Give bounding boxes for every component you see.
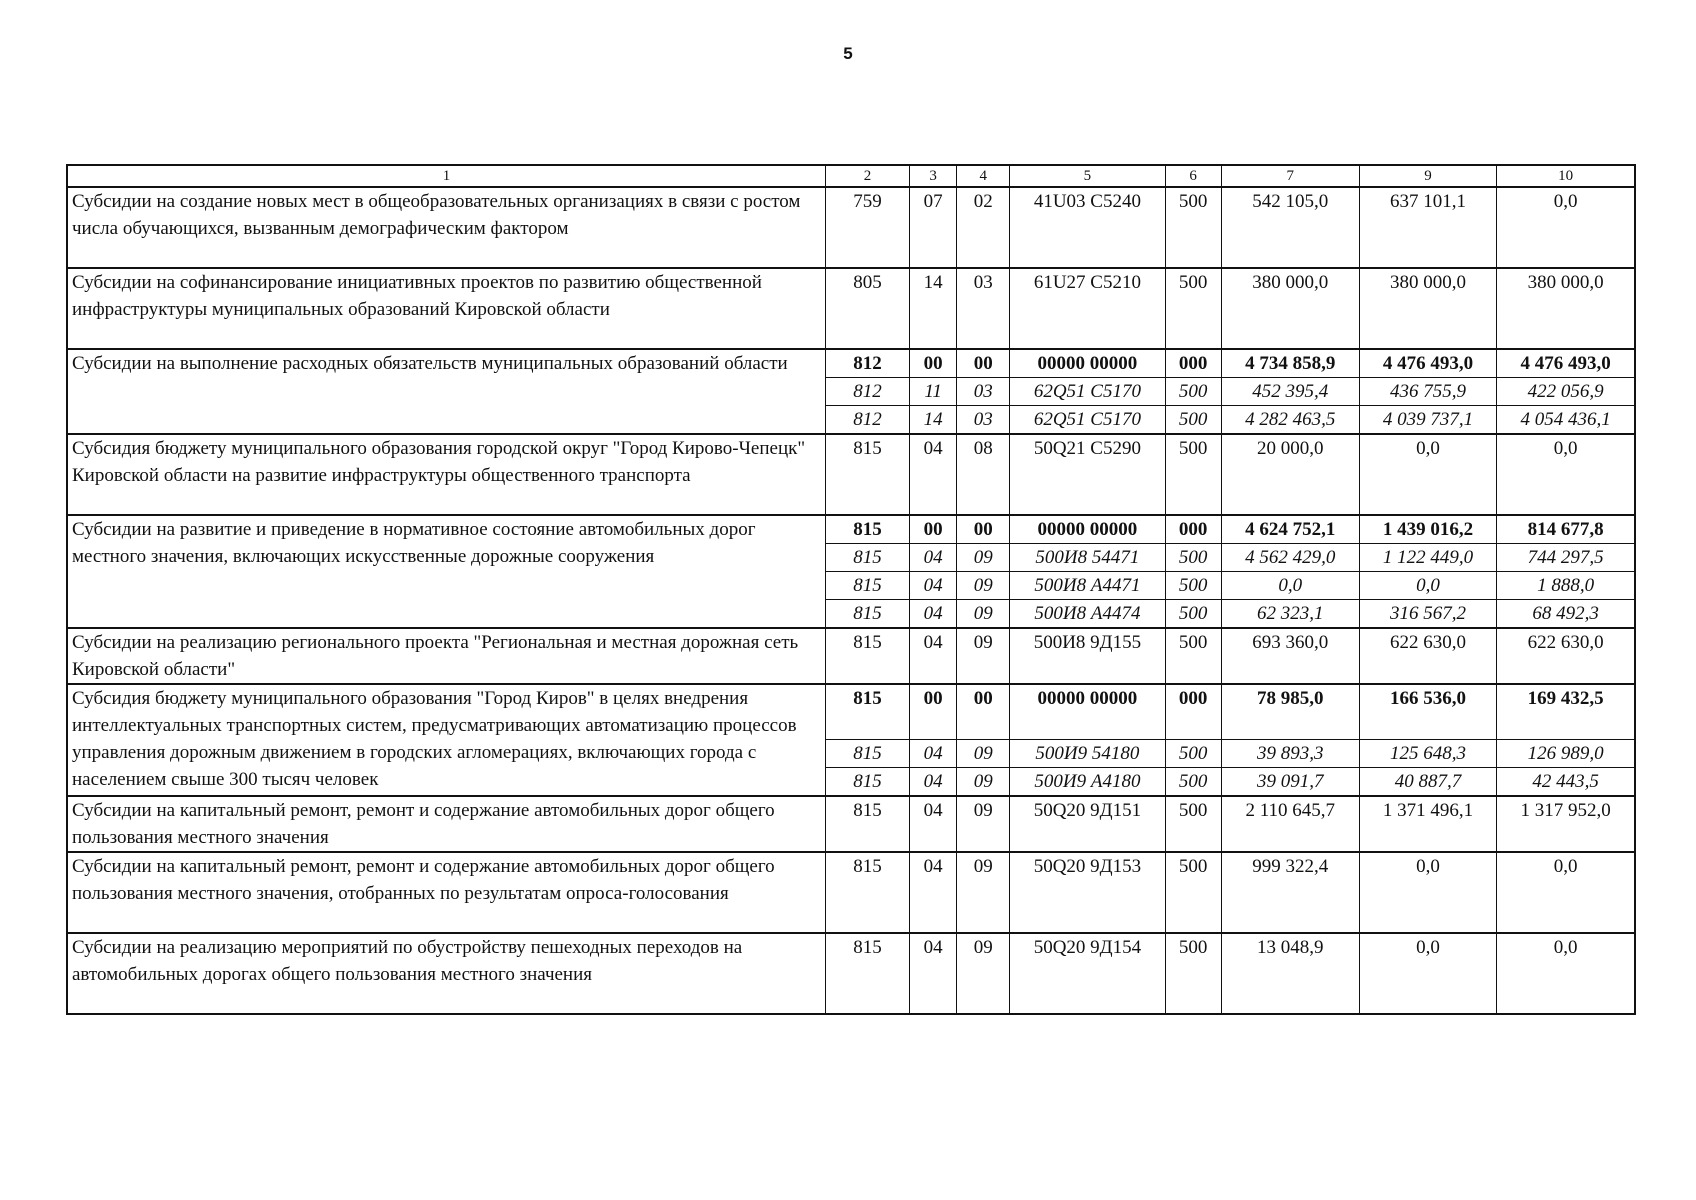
- budget-table: [66, 164, 1636, 1015]
- cell-amount-10: 1 317 952,0: [1497, 796, 1635, 852]
- cell-amount-10: 42 443,5: [1497, 768, 1635, 797]
- cell-kvsr: 759: [825, 187, 909, 268]
- table-row: [67, 684, 1635, 740]
- cell-amount-7: 0,0: [1221, 572, 1359, 600]
- cell-amount-7: 39 091,7: [1221, 768, 1359, 797]
- cell-amount-9: 125 648,3: [1359, 740, 1496, 768]
- cell-section: 04: [910, 768, 957, 797]
- cell-section: 04: [910, 740, 957, 768]
- row-description: Субсидии на капитальный ремонт, ремонт и содержание автомобильных дорог общего пользования местного значения: [67, 796, 825, 852]
- table-row: [67, 187, 1635, 268]
- cell-subsection: 09: [957, 852, 1010, 933]
- cell-section: 04: [910, 434, 957, 515]
- cell-section: 07: [910, 187, 957, 268]
- cell-expense-type: 500: [1165, 572, 1221, 600]
- cell-expense-type: 000: [1165, 515, 1221, 544]
- cell-kvsr: 815: [825, 796, 909, 852]
- cell-target-article: 62Q51 C5170: [1010, 406, 1165, 435]
- cell-subsection: 00: [957, 349, 1010, 378]
- cell-expense-type: 500: [1165, 187, 1221, 268]
- cell-kvsr: 815: [825, 572, 909, 600]
- cell-amount-9: 0,0: [1359, 933, 1496, 1014]
- cell-expense-type: 500: [1165, 406, 1221, 435]
- cell-amount-9: 316 567,2: [1359, 600, 1496, 629]
- cell-amount-10: 622 630,0: [1497, 628, 1635, 684]
- cell-target-article: 50Q20 9Д153: [1010, 852, 1165, 933]
- cell-expense-type: 500: [1165, 796, 1221, 852]
- cell-amount-10: 422 056,9: [1497, 378, 1635, 406]
- cell-kvsr: 815: [825, 628, 909, 684]
- cell-target-article: 50Q20 9Д154: [1010, 933, 1165, 1014]
- col-header-5: 5: [1010, 165, 1165, 187]
- cell-amount-10: 4 476 493,0: [1497, 349, 1635, 378]
- row-description: Субсидии на капитальный ремонт, ремонт и содержание автомобильных дорог общего пользования местного значения, отобранных по результатам опроса-голосования: [67, 852, 825, 933]
- cell-amount-7: 542 105,0: [1221, 187, 1359, 268]
- cell-amount-9: 4 476 493,0: [1359, 349, 1496, 378]
- cell-target-article: 500И8 9Д155: [1010, 628, 1165, 684]
- col-header-6: 6: [1165, 165, 1221, 187]
- col-header-7: 7: [1221, 165, 1359, 187]
- row-description: Субсидия бюджету муниципального образования городской округ "Город Кирово-Чепецк" Кировской области на развитие инфраструктуры общественного транспорта: [67, 434, 825, 515]
- row-description: Субсидии на развитие и приведение в нормативное состояние автомобильных дорог местного значения, включающих искусственные дорожные сооружения: [67, 515, 825, 628]
- cell-expense-type: 000: [1165, 684, 1221, 740]
- cell-amount-9: 622 630,0: [1359, 628, 1496, 684]
- row-description: Субсидии на выполнение расходных обязательств муниципальных образований области: [67, 349, 825, 434]
- cell-subsection: 09: [957, 544, 1010, 572]
- row-description: Субсидия бюджету муниципального образования "Город Киров" в целях внедрения интеллектуальных транспортных систем, предусматривающих автоматизацию процессов управления дорожным движением в городских агломерациях, включающих города с населением свыше 300 тысяч человек: [67, 684, 825, 796]
- cell-target-article: 41U03 C5240: [1010, 187, 1165, 268]
- cell-amount-10: 0,0: [1497, 187, 1635, 268]
- cell-subsection: 03: [957, 406, 1010, 435]
- cell-section: 04: [910, 600, 957, 629]
- cell-section: 00: [910, 515, 957, 544]
- cell-amount-9: 637 101,1: [1359, 187, 1496, 268]
- cell-kvsr: 812: [825, 378, 909, 406]
- cell-amount-10: 4 054 436,1: [1497, 406, 1635, 435]
- cell-amount-7: 693 360,0: [1221, 628, 1359, 684]
- cell-subsection: 09: [957, 933, 1010, 1014]
- cell-amount-9: 0,0: [1359, 572, 1496, 600]
- cell-subsection: 00: [957, 515, 1010, 544]
- cell-expense-type: 500: [1165, 740, 1221, 768]
- cell-kvsr: 805: [825, 268, 909, 349]
- col-header-9: 9: [1359, 165, 1496, 187]
- cell-amount-7: 4 282 463,5: [1221, 406, 1359, 435]
- cell-kvsr: 812: [825, 406, 909, 435]
- cell-kvsr: 812: [825, 349, 909, 378]
- row-description: Субсидии на реализацию мероприятий по обустройству пешеходных переходов на автомобильных дорогах общего пользования местного значения: [67, 933, 825, 1014]
- cell-section: 11: [910, 378, 957, 406]
- cell-amount-7: 4 562 429,0: [1221, 544, 1359, 572]
- cell-kvsr: 815: [825, 684, 909, 740]
- table-row: [67, 796, 1635, 852]
- row-description: Субсидии на софинансирование инициативных проектов по развитию общественной инфраструктуры муниципальных образований Кировской области: [67, 268, 825, 349]
- cell-section: 04: [910, 933, 957, 1014]
- cell-amount-10: 1 888,0: [1497, 572, 1635, 600]
- cell-target-article: 500И9 A4180: [1010, 768, 1165, 797]
- cell-kvsr: 815: [825, 933, 909, 1014]
- cell-target-article: 50Q20 9Д151: [1010, 796, 1165, 852]
- cell-subsection: 09: [957, 600, 1010, 629]
- cell-kvsr: 815: [825, 434, 909, 515]
- cell-expense-type: 500: [1165, 768, 1221, 797]
- cell-section: 04: [910, 544, 957, 572]
- cell-amount-10: 68 492,3: [1497, 600, 1635, 629]
- cell-amount-7: 78 985,0: [1221, 684, 1359, 740]
- table-row: [67, 852, 1635, 933]
- cell-amount-7: 62 323,1: [1221, 600, 1359, 629]
- cell-expense-type: 000: [1165, 349, 1221, 378]
- cell-section: 14: [910, 406, 957, 435]
- cell-amount-9: 0,0: [1359, 434, 1496, 515]
- cell-amount-9: 0,0: [1359, 852, 1496, 933]
- header-row: [67, 165, 1635, 187]
- cell-amount-10: 744 297,5: [1497, 544, 1635, 572]
- cell-kvsr: 815: [825, 544, 909, 572]
- cell-subsection: 03: [957, 378, 1010, 406]
- cell-amount-10: 814 677,8: [1497, 515, 1635, 544]
- table-row: [67, 434, 1635, 515]
- cell-amount-10: 0,0: [1497, 852, 1635, 933]
- cell-section: 04: [910, 628, 957, 684]
- cell-expense-type: 500: [1165, 600, 1221, 629]
- cell-target-article: 00000 00000: [1010, 515, 1165, 544]
- cell-kvsr: 815: [825, 515, 909, 544]
- col-header-1: 1: [67, 165, 825, 187]
- table-body: [67, 187, 1635, 1014]
- cell-subsection: 09: [957, 628, 1010, 684]
- cell-target-article: 62Q51 C5170: [1010, 378, 1165, 406]
- col-header-10: 10: [1497, 165, 1635, 187]
- col-header-4: 4: [957, 165, 1010, 187]
- cell-amount-7: 39 893,3: [1221, 740, 1359, 768]
- cell-amount-9: 380 000,0: [1359, 268, 1496, 349]
- cell-amount-7: 452 395,4: [1221, 378, 1359, 406]
- cell-target-article: 00000 00000: [1010, 349, 1165, 378]
- cell-subsection: 09: [957, 796, 1010, 852]
- cell-subsection: 09: [957, 740, 1010, 768]
- cell-expense-type: 500: [1165, 268, 1221, 349]
- cell-subsection: 02: [957, 187, 1010, 268]
- cell-expense-type: 500: [1165, 378, 1221, 406]
- cell-amount-9: 166 536,0: [1359, 684, 1496, 740]
- cell-expense-type: 500: [1165, 933, 1221, 1014]
- cell-expense-type: 500: [1165, 628, 1221, 684]
- cell-expense-type: 500: [1165, 544, 1221, 572]
- cell-subsection: 09: [957, 572, 1010, 600]
- cell-kvsr: 815: [825, 852, 909, 933]
- cell-target-article: 500И8 54471: [1010, 544, 1165, 572]
- cell-expense-type: 500: [1165, 852, 1221, 933]
- cell-target-article: 500И9 54180: [1010, 740, 1165, 768]
- cell-expense-type: 500: [1165, 434, 1221, 515]
- cell-amount-9: 1 122 449,0: [1359, 544, 1496, 572]
- cell-target-article: 00000 00000: [1010, 684, 1165, 740]
- cell-amount-10: 169 432,5: [1497, 684, 1635, 740]
- cell-section: 04: [910, 796, 957, 852]
- cell-amount-10: 380 000,0: [1497, 268, 1635, 349]
- cell-amount-9: 1 371 496,1: [1359, 796, 1496, 852]
- cell-subsection: 03: [957, 268, 1010, 349]
- cell-kvsr: 815: [825, 600, 909, 629]
- cell-amount-7: 2 110 645,7: [1221, 796, 1359, 852]
- col-header-2: 2: [825, 165, 909, 187]
- cell-section: 04: [910, 572, 957, 600]
- cell-subsection: 09: [957, 768, 1010, 797]
- cell-target-article: 50Q21 C5290: [1010, 434, 1165, 515]
- cell-target-article: 500И8 A4474: [1010, 600, 1165, 629]
- cell-amount-7: 380 000,0: [1221, 268, 1359, 349]
- cell-amount-9: 436 755,9: [1359, 378, 1496, 406]
- cell-amount-7: 4 734 858,9: [1221, 349, 1359, 378]
- table-row: [67, 933, 1635, 1014]
- cell-target-article: 500И8 A4471: [1010, 572, 1165, 600]
- page-number: 5: [843, 44, 853, 63]
- cell-section: 04: [910, 852, 957, 933]
- cell-section: 00: [910, 349, 957, 378]
- cell-subsection: 08: [957, 434, 1010, 515]
- row-description: Субсидии на реализацию регионального проекта "Региональная и местная дорожная сеть Кировской области": [67, 628, 825, 684]
- row-description: Субсидии на создание новых мест в общеобразовательных организациях в связи с ростом числа обучающихся, вызванным демографическим фактором: [67, 187, 825, 268]
- table-row: [67, 268, 1635, 349]
- cell-amount-9: 1 439 016,2: [1359, 515, 1496, 544]
- cell-amount-9: 40 887,7: [1359, 768, 1496, 797]
- cell-amount-10: 0,0: [1497, 933, 1635, 1014]
- cell-amount-7: 999 322,4: [1221, 852, 1359, 933]
- cell-amount-10: 0,0: [1497, 434, 1635, 515]
- col-header-3: 3: [910, 165, 957, 187]
- table-row: [67, 349, 1635, 378]
- cell-amount-7: 4 624 752,1: [1221, 515, 1359, 544]
- cell-section: 00: [910, 684, 957, 740]
- cell-kvsr: 815: [825, 768, 909, 797]
- cell-amount-10: 126 989,0: [1497, 740, 1635, 768]
- table-row: [67, 628, 1635, 684]
- cell-subsection: 00: [957, 684, 1010, 740]
- cell-kvsr: 815: [825, 740, 909, 768]
- cell-target-article: 61U27 C5210: [1010, 268, 1165, 349]
- cell-amount-7: 13 048,9: [1221, 933, 1359, 1014]
- table-row: [67, 515, 1635, 544]
- cell-amount-7: 20 000,0: [1221, 434, 1359, 515]
- cell-section: 14: [910, 268, 957, 349]
- cell-amount-9: 4 039 737,1: [1359, 406, 1496, 435]
